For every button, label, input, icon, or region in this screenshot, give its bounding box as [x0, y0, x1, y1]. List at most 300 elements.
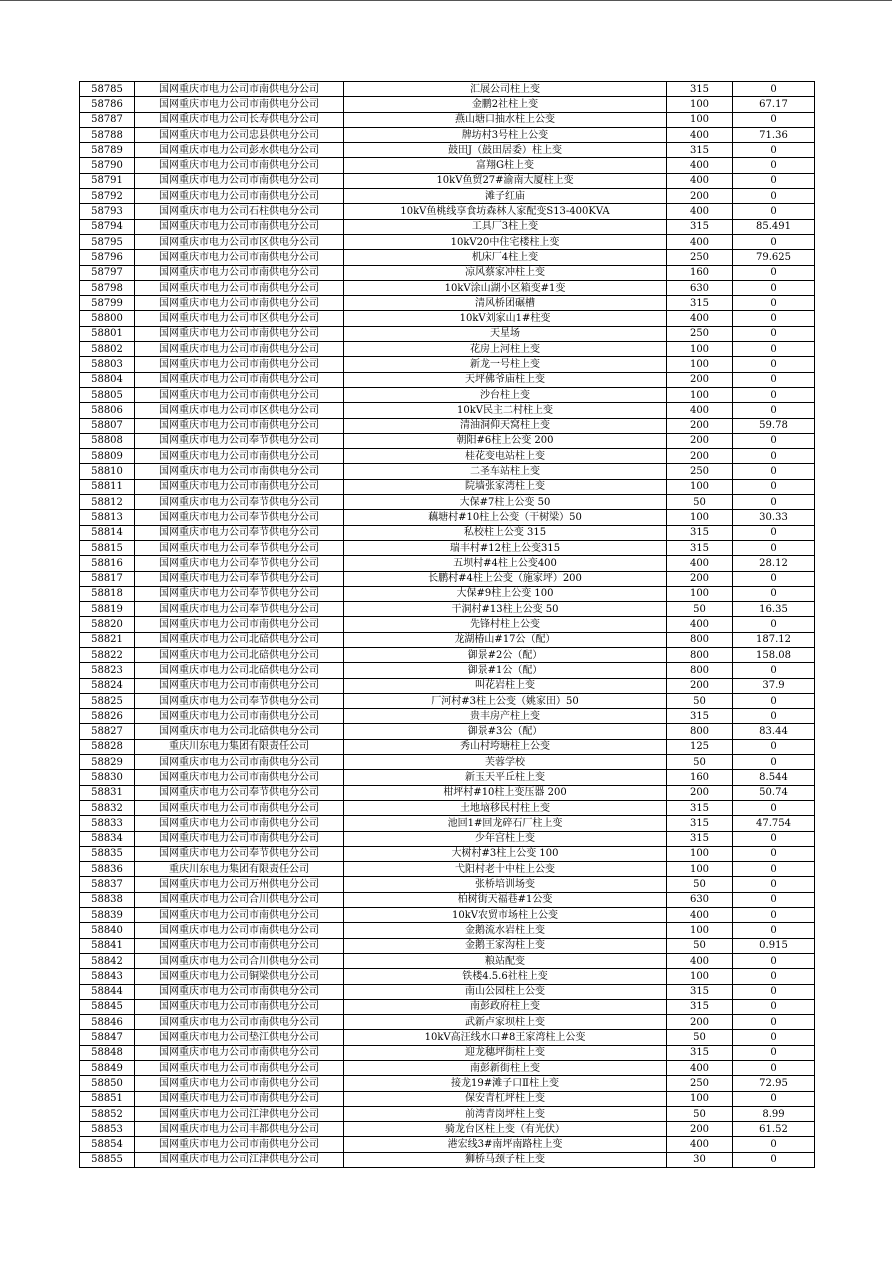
transformer-name-cell: 先锋村柱上公变	[344, 617, 667, 632]
transformer-name-cell: 10kV鱼桃线享食坊森林人家配变S13-400KVA	[344, 204, 667, 219]
table-row	[80, 372, 815, 387]
id-cell: 58813	[80, 510, 135, 525]
table-row	[80, 1091, 815, 1106]
value-cell: 0	[733, 663, 815, 678]
table-row	[80, 908, 815, 923]
capacity-cell: 100	[667, 1091, 733, 1106]
id-cell: 58791	[80, 173, 135, 188]
id-cell: 58842	[80, 953, 135, 968]
table-row	[80, 755, 815, 770]
capacity-cell: 800	[667, 724, 733, 739]
company-cell: 国网重庆市电力公司市南供电分公司	[135, 372, 344, 387]
company-cell: 国网重庆市电力公司市南供电分公司	[135, 1137, 344, 1152]
company-cell: 国网重庆市电力公司市南供电分公司	[135, 816, 344, 831]
table-row	[80, 1152, 815, 1167]
value-cell: 0	[733, 280, 815, 295]
table-row	[80, 816, 815, 831]
value-cell: 0	[733, 1045, 815, 1060]
company-cell: 国网重庆市电力公司市南供电分公司	[135, 464, 344, 479]
value-cell: 0	[733, 908, 815, 923]
capacity-cell: 315	[667, 831, 733, 846]
value-cell: 0	[733, 387, 815, 402]
id-cell: 58832	[80, 800, 135, 815]
capacity-cell: 315	[667, 800, 733, 815]
value-cell: 0	[733, 403, 815, 418]
id-cell: 58806	[80, 403, 135, 418]
transformer-name-cell: 南彭新街柱上变	[344, 1061, 667, 1076]
id-cell: 58796	[80, 250, 135, 265]
capacity-cell: 400	[667, 127, 733, 142]
id-cell: 58826	[80, 709, 135, 724]
capacity-cell: 30	[667, 1152, 733, 1167]
company-cell: 国网重庆市电力公司市南供电分公司	[135, 1045, 344, 1060]
company-cell: 国网重庆市电力公司市区供电分公司	[135, 403, 344, 418]
id-cell: 58835	[80, 846, 135, 861]
capacity-cell: 100	[667, 97, 733, 112]
value-cell: 0	[733, 709, 815, 724]
id-cell: 58833	[80, 816, 135, 831]
transformer-name-cell: 花房上河柱上变	[344, 342, 667, 357]
transformer-name-cell: 私校柱上公变 315	[344, 525, 667, 540]
value-cell: 0	[733, 204, 815, 219]
value-cell: 0	[733, 342, 815, 357]
company-cell: 国网重庆市电力公司合川供电分公司	[135, 953, 344, 968]
value-cell: 0	[733, 953, 815, 968]
table-row	[80, 1015, 815, 1030]
value-cell: 0	[733, 326, 815, 341]
value-cell: 0	[733, 1091, 815, 1106]
company-cell: 国网重庆市电力公司奉节供电分公司	[135, 556, 344, 571]
table-row	[80, 97, 815, 112]
company-cell: 国网重庆市电力公司市南供电分公司	[135, 999, 344, 1014]
id-cell: 58808	[80, 433, 135, 448]
transformer-name-cell: 汇展公司柱上变	[344, 82, 667, 97]
company-cell: 国网重庆市电力公司市南供电分公司	[135, 250, 344, 265]
value-cell: 0	[733, 540, 815, 555]
table-row	[80, 495, 815, 510]
transformer-name-cell: 10kV20中住宅楼柱上变	[344, 234, 667, 249]
value-cell: 50.74	[733, 785, 815, 800]
page-top-rule	[0, 0, 892, 1]
table-row	[80, 556, 815, 571]
transformer-name-cell: 10kV民主二村柱上变	[344, 403, 667, 418]
company-cell: 国网重庆市电力公司丰都供电分公司	[135, 1122, 344, 1137]
table-row	[80, 280, 815, 295]
company-cell: 国网重庆市电力公司奉节供电分公司	[135, 586, 344, 601]
transformer-name-cell: 长鹏村#4柱上公变（施家坪）200	[344, 571, 667, 586]
capacity-cell: 400	[667, 204, 733, 219]
transformer-name-cell: 御景#1公（配）	[344, 663, 667, 678]
company-cell: 国网重庆市电力公司长寿供电分公司	[135, 112, 344, 127]
capacity-cell: 200	[667, 678, 733, 693]
transformer-name-cell: 桂花变电站柱上变	[344, 449, 667, 464]
value-cell: 79.625	[733, 250, 815, 265]
transformer-name-cell: 前湾青岗坪柱上变	[344, 1106, 667, 1121]
company-cell: 国网重庆市电力公司北碚供电分公司	[135, 724, 344, 739]
capacity-cell: 200	[667, 1122, 733, 1137]
transformer-name-cell: 天星场	[344, 326, 667, 341]
capacity-cell: 100	[667, 510, 733, 525]
company-cell: 国网重庆市电力公司市南供电分公司	[135, 357, 344, 372]
value-cell: 16.35	[733, 602, 815, 617]
company-cell: 国网重庆市电力公司奉节供电分公司	[135, 693, 344, 708]
company-cell: 国网重庆市电力公司奉节供电分公司	[135, 525, 344, 540]
transformer-name-cell: 土地垴移民村柱上变	[344, 800, 667, 815]
value-cell: 0	[733, 357, 815, 372]
company-cell: 国网重庆市电力公司市南供电分公司	[135, 1061, 344, 1076]
id-cell: 58850	[80, 1076, 135, 1091]
company-cell: 国网重庆市电力公司市南供电分公司	[135, 158, 344, 173]
company-cell: 国网重庆市电力公司铜梁供电分公司	[135, 969, 344, 984]
table-row	[80, 617, 815, 632]
table-row	[80, 709, 815, 724]
table-row	[80, 1122, 815, 1137]
company-cell: 国网重庆市电力公司市南供电分公司	[135, 97, 344, 112]
value-cell: 0	[733, 1061, 815, 1076]
company-cell: 国网重庆市电力公司市南供电分公司	[135, 908, 344, 923]
capacity-cell: 315	[667, 540, 733, 555]
company-cell: 国网重庆市电力公司市南供电分公司	[135, 280, 344, 295]
value-cell: 0	[733, 433, 815, 448]
table-row	[80, 265, 815, 280]
value-cell: 0	[733, 571, 815, 586]
capacity-cell: 315	[667, 1045, 733, 1060]
value-cell: 0	[733, 846, 815, 861]
company-cell: 国网重庆市电力公司市南供电分公司	[135, 923, 344, 938]
company-cell: 国网重庆市电力公司奉节供电分公司	[135, 602, 344, 617]
transformer-name-cell: 池回1#回龙碎石厂柱上变	[344, 816, 667, 831]
company-cell: 国网重庆市电力公司市南供电分公司	[135, 1076, 344, 1091]
capacity-cell: 315	[667, 219, 733, 234]
table-row	[80, 433, 815, 448]
transformer-name-cell: 柑坪村#10柱上变压器 200	[344, 785, 667, 800]
table-row	[80, 632, 815, 647]
capacity-cell: 100	[667, 342, 733, 357]
id-cell: 58792	[80, 189, 135, 204]
table-row	[80, 1030, 815, 1045]
id-cell: 58843	[80, 969, 135, 984]
transformer-name-cell: 保安青杠坪柱上变	[344, 1091, 667, 1106]
company-cell: 国网重庆市电力公司奉节供电分公司	[135, 495, 344, 510]
transformer-name-cell: 张桥培训场变	[344, 877, 667, 892]
value-cell: 61.52	[733, 1122, 815, 1137]
transformer-name-cell: 柏树街天福巷#1公变	[344, 892, 667, 907]
company-cell: 国网重庆市电力公司市南供电分公司	[135, 617, 344, 632]
capacity-cell: 400	[667, 234, 733, 249]
table-row	[80, 602, 815, 617]
id-cell: 58788	[80, 127, 135, 142]
table-row	[80, 1137, 815, 1152]
value-cell: 0	[733, 984, 815, 999]
table-row	[80, 112, 815, 127]
transformer-name-cell: 少年宫柱上变	[344, 831, 667, 846]
table-row	[80, 862, 815, 877]
transformer-name-cell: 清油洞仰天窝柱上变	[344, 418, 667, 433]
capacity-cell: 125	[667, 739, 733, 754]
id-cell: 58799	[80, 296, 135, 311]
company-cell: 国网重庆市电力公司市南供电分公司	[135, 449, 344, 464]
table-row	[80, 296, 815, 311]
table-row	[80, 219, 815, 234]
id-cell: 58811	[80, 479, 135, 494]
transformer-name-cell: 滩子红庙	[344, 189, 667, 204]
table-row	[80, 250, 815, 265]
id-cell: 58801	[80, 326, 135, 341]
transformer-name-cell: 藕塘村#10柱上公变（干树梁）50	[344, 510, 667, 525]
transformer-name-cell: 贵丰房产柱上变	[344, 709, 667, 724]
value-cell: 0	[733, 862, 815, 877]
transformer-name-cell: 秀山村垮塘柱上公变	[344, 739, 667, 754]
table-row	[80, 1106, 815, 1121]
capacity-cell: 315	[667, 816, 733, 831]
value-cell: 0	[733, 1030, 815, 1045]
capacity-cell: 630	[667, 280, 733, 295]
id-cell: 58793	[80, 204, 135, 219]
capacity-cell: 315	[667, 984, 733, 999]
company-cell: 国网重庆市电力公司合川供电分公司	[135, 892, 344, 907]
capacity-cell: 630	[667, 892, 733, 907]
data-table	[79, 81, 815, 1168]
table-row	[80, 586, 815, 601]
capacity-cell: 100	[667, 846, 733, 861]
transformer-name-cell: 南彭政府柱上变	[344, 999, 667, 1014]
table-row	[80, 403, 815, 418]
transformer-name-cell: 天坪佛爷庙柱上变	[344, 372, 667, 387]
transformer-name-cell: 瑞丰村#12柱上公变315	[344, 540, 667, 555]
table-row	[80, 953, 815, 968]
id-cell: 58825	[80, 693, 135, 708]
capacity-cell: 200	[667, 785, 733, 800]
transformer-name-cell: 大保#7柱上公变 50	[344, 495, 667, 510]
capacity-cell: 800	[667, 647, 733, 662]
transformer-name-cell: 粮站配变	[344, 953, 667, 968]
value-cell: 0	[733, 1137, 815, 1152]
capacity-cell: 50	[667, 877, 733, 892]
company-cell: 国网重庆市电力公司市南供电分公司	[135, 296, 344, 311]
value-cell: 0	[733, 525, 815, 540]
transformer-name-cell: 港宏线3#南坪南路柱上变	[344, 1137, 667, 1152]
transformer-name-cell: 10kV刘家山1#柱变	[344, 311, 667, 326]
capacity-cell: 200	[667, 1015, 733, 1030]
table-row	[80, 357, 815, 372]
company-cell: 国网重庆市电力公司江津供电分公司	[135, 1106, 344, 1121]
id-cell: 58818	[80, 586, 135, 601]
capacity-cell: 50	[667, 495, 733, 510]
table-row	[80, 464, 815, 479]
table-row	[80, 525, 815, 540]
table-row	[80, 1045, 815, 1060]
value-cell: 0	[733, 372, 815, 387]
capacity-cell: 315	[667, 143, 733, 158]
company-cell: 国网重庆市电力公司奉节供电分公司	[135, 846, 344, 861]
transformer-name-cell: 清风桥团碾槽	[344, 296, 667, 311]
value-cell: 37.9	[733, 678, 815, 693]
company-cell: 国网重庆市电力公司市南供电分公司	[135, 189, 344, 204]
value-cell: 0	[733, 265, 815, 280]
company-cell: 国网重庆市电力公司市南供电分公司	[135, 1015, 344, 1030]
value-cell: 0	[733, 449, 815, 464]
value-cell: 30.33	[733, 510, 815, 525]
capacity-cell: 200	[667, 418, 733, 433]
id-cell: 58803	[80, 357, 135, 372]
value-cell: 72.95	[733, 1076, 815, 1091]
id-cell: 58804	[80, 372, 135, 387]
capacity-cell: 400	[667, 556, 733, 571]
capacity-cell: 100	[667, 862, 733, 877]
value-cell: 0	[733, 877, 815, 892]
id-cell: 58810	[80, 464, 135, 479]
value-cell: 0.915	[733, 938, 815, 953]
id-cell: 58840	[80, 923, 135, 938]
id-cell: 58807	[80, 418, 135, 433]
capacity-cell: 250	[667, 1076, 733, 1091]
company-cell: 国网重庆市电力公司市南供电分公司	[135, 984, 344, 999]
capacity-cell: 100	[667, 479, 733, 494]
company-cell: 国网重庆市电力公司市区供电分公司	[135, 234, 344, 249]
transformer-name-cell: 骑龙台区柱上变（有光伏）	[344, 1122, 667, 1137]
table-row	[80, 770, 815, 785]
company-cell: 国网重庆市电力公司市南供电分公司	[135, 709, 344, 724]
table-body	[80, 82, 815, 1168]
value-cell: 0	[733, 831, 815, 846]
value-cell: 0	[733, 189, 815, 204]
transformer-name-cell: 燕山塘口抽水柱上公变	[344, 112, 667, 127]
table-row	[80, 449, 815, 464]
capacity-cell: 200	[667, 571, 733, 586]
value-cell: 0	[733, 1015, 815, 1030]
table-row	[80, 969, 815, 984]
company-cell: 国网重庆市电力公司市南供电分公司	[135, 1091, 344, 1106]
capacity-cell: 400	[667, 173, 733, 188]
table-row	[80, 127, 815, 142]
capacity-cell: 315	[667, 525, 733, 540]
value-cell: 0	[733, 311, 815, 326]
transformer-name-cell: 10kV高汪线水口#8王家湾柱上公变	[344, 1030, 667, 1045]
id-cell: 58787	[80, 112, 135, 127]
id-cell: 58814	[80, 525, 135, 540]
transformer-name-cell: 南山公园柱上公变	[344, 984, 667, 999]
table-row	[80, 984, 815, 999]
id-cell: 58790	[80, 158, 135, 173]
id-cell: 58851	[80, 1091, 135, 1106]
table-row	[80, 158, 815, 173]
transformer-name-cell: 10kV涂山湖小区箱变#1变	[344, 280, 667, 295]
id-cell: 58794	[80, 219, 135, 234]
table-row	[80, 189, 815, 204]
transformer-name-cell: 金鹅流水岩柱上变	[344, 923, 667, 938]
value-cell: 0	[733, 617, 815, 632]
transformer-name-cell: 狮桥马颈子柱上变	[344, 1152, 667, 1167]
company-cell: 重庆川东电力集团有限责任公司	[135, 862, 344, 877]
value-cell: 0	[733, 495, 815, 510]
id-cell: 58785	[80, 82, 135, 97]
id-cell: 58852	[80, 1106, 135, 1121]
transformer-name-cell: 厂河村#3柱上公变（姚家田）50	[344, 693, 667, 708]
company-cell: 国网重庆市电力公司市南供电分公司	[135, 479, 344, 494]
value-cell: 0	[733, 479, 815, 494]
table-row	[80, 785, 815, 800]
value-cell: 0	[733, 923, 815, 938]
id-cell: 58834	[80, 831, 135, 846]
table-row	[80, 479, 815, 494]
capacity-cell: 400	[667, 617, 733, 632]
id-cell: 58853	[80, 1122, 135, 1137]
value-cell: 0	[733, 143, 815, 158]
value-cell: 0	[733, 800, 815, 815]
table-row	[80, 311, 815, 326]
id-cell: 58819	[80, 602, 135, 617]
capacity-cell: 50	[667, 755, 733, 770]
table-row	[80, 892, 815, 907]
value-cell: 59.78	[733, 418, 815, 433]
capacity-cell: 400	[667, 403, 733, 418]
capacity-cell: 315	[667, 709, 733, 724]
capacity-cell: 100	[667, 112, 733, 127]
table-row	[80, 693, 815, 708]
capacity-cell: 800	[667, 632, 733, 647]
id-cell: 58789	[80, 143, 135, 158]
id-cell: 58844	[80, 984, 135, 999]
company-cell: 国网重庆市电力公司忠县供电分公司	[135, 127, 344, 142]
capacity-cell: 400	[667, 1061, 733, 1076]
value-cell: 0	[733, 173, 815, 188]
id-cell: 58823	[80, 663, 135, 678]
value-cell: 0	[733, 1152, 815, 1167]
company-cell: 重庆川东电力集团有限责任公司	[135, 739, 344, 754]
transformer-name-cell: 新玉天平丘柱上变	[344, 770, 667, 785]
transformer-name-cell: 朝阳#6柱上公变 200	[344, 433, 667, 448]
value-cell: 47.754	[733, 816, 815, 831]
capacity-cell: 315	[667, 82, 733, 97]
id-cell: 58797	[80, 265, 135, 280]
capacity-cell: 400	[667, 1137, 733, 1152]
capacity-cell: 100	[667, 357, 733, 372]
company-cell: 国网重庆市电力公司市南供电分公司	[135, 755, 344, 770]
capacity-cell: 315	[667, 999, 733, 1014]
id-cell: 58829	[80, 755, 135, 770]
capacity-cell: 50	[667, 1106, 733, 1121]
value-cell: 0	[733, 586, 815, 601]
value-cell: 0	[733, 234, 815, 249]
id-cell: 58836	[80, 862, 135, 877]
value-cell: 0	[733, 82, 815, 97]
company-cell: 国网重庆市电力公司北碚供电分公司	[135, 663, 344, 678]
value-cell: 187.12	[733, 632, 815, 647]
company-cell: 国网重庆市电力公司市南供电分公司	[135, 831, 344, 846]
company-cell: 国网重庆市电力公司市南供电分公司	[135, 678, 344, 693]
transformer-name-cell: 凉风蔡家冲柱上变	[344, 265, 667, 280]
transformer-name-cell: 机床厂4柱上变	[344, 250, 667, 265]
company-cell: 国网重庆市电力公司彭水供电分公司	[135, 143, 344, 158]
company-cell: 国网重庆市电力公司江津供电分公司	[135, 1152, 344, 1167]
table-row	[80, 831, 815, 846]
company-cell: 国网重庆市电力公司市南供电分公司	[135, 82, 344, 97]
id-cell: 58855	[80, 1152, 135, 1167]
id-cell: 58839	[80, 908, 135, 923]
table-row	[80, 724, 815, 739]
id-cell: 58854	[80, 1137, 135, 1152]
table-row	[80, 143, 815, 158]
id-cell: 58805	[80, 387, 135, 402]
capacity-cell: 50	[667, 938, 733, 953]
transformer-name-cell: 芙蓉学校	[344, 755, 667, 770]
id-cell: 58847	[80, 1030, 135, 1045]
id-cell: 58821	[80, 632, 135, 647]
value-cell: 158.08	[733, 647, 815, 662]
value-cell: 67.17	[733, 97, 815, 112]
id-cell: 58827	[80, 724, 135, 739]
transformer-name-cell: 牌坊村3号柱上公变	[344, 127, 667, 142]
